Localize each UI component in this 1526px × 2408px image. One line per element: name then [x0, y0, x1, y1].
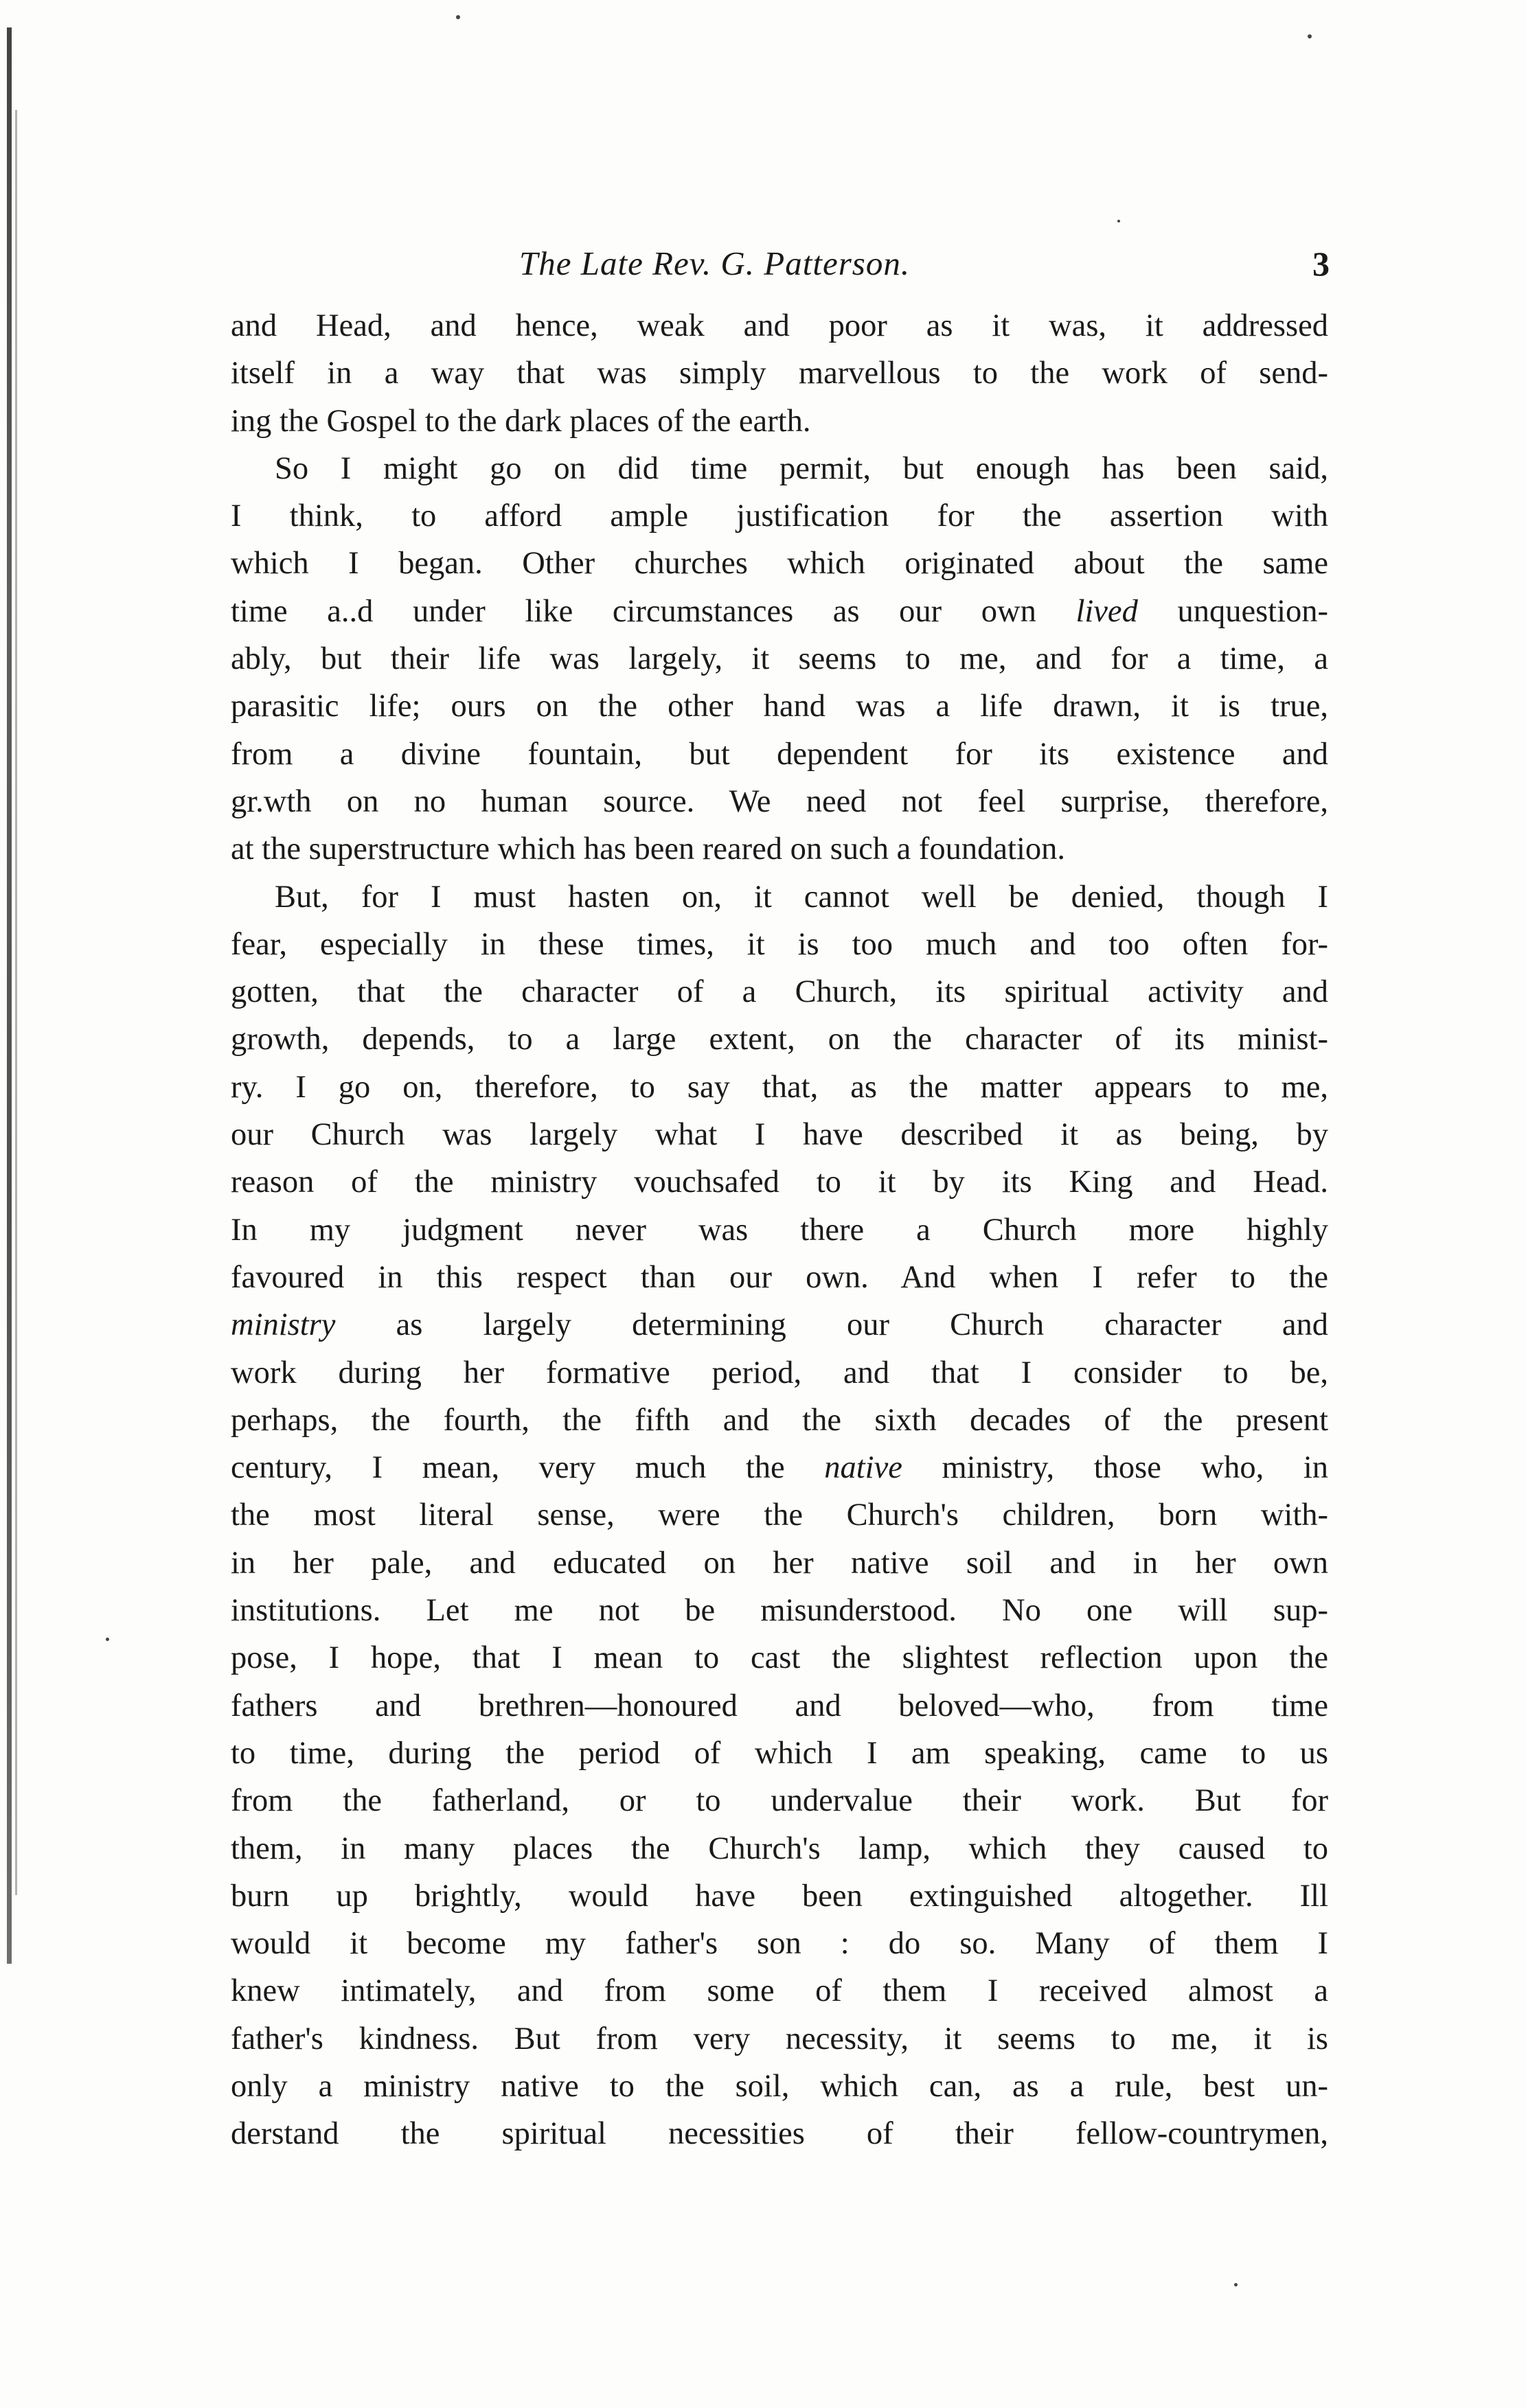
text-line: burn up brightly, would have been extinguished altogether. Ill — [231, 1878, 1328, 1914]
body-text — [231, 302, 1328, 2158]
text-line: gr.wth on no human source. We need not feel surprise, therefore, — [231, 783, 1328, 819]
text-line: century, I mean, very much the native ministry, those who, in — [231, 1450, 1328, 1486]
text-line: institutions. Let me not be misunderstood. No one will sup- — [231, 1593, 1328, 1629]
text-line: in her pale, and educated on her native soil and in her own — [231, 1545, 1328, 1581]
text-line: favoured in this respect than our own. And when I refer to the — [231, 1259, 1328, 1295]
page-header — [231, 244, 1330, 292]
italic-word: lived — [1075, 593, 1138, 629]
text-line: In my judgment never was there a Church more highly — [231, 1212, 1328, 1248]
text-line: at the superstructure which has been reared on such a foundation. — [231, 832, 1066, 867]
text-line: growth, depends, to a large extent, on the character of its minist- — [231, 1022, 1328, 1057]
text-line: gotten, that the character of a Church, its spiritual activity and — [231, 974, 1328, 1010]
binding-edge-line — [15, 110, 17, 1895]
text-line: our Church was largely what I have described it as being, by — [231, 1117, 1328, 1153]
text-line: parasitic life; ours on the other hand was a life drawn, it is true, — [231, 689, 1328, 724]
text-line: father's kindness. But from very necessity, it seems to me, it is — [231, 2021, 1328, 2056]
scan-speck — [1117, 220, 1120, 222]
scan-speck — [456, 15, 460, 19]
text-line: would it become my father's son : do so. Many of them I — [231, 1926, 1328, 1962]
text-line: work during her formative period, and that I consider to be, — [231, 1355, 1328, 1390]
text-line: fathers and brethren—honoured and beloved—who, from time — [231, 1688, 1328, 1723]
text-line: derstand the spiritual necessities of their fellow-countrymen, — [231, 2116, 1328, 2152]
scan-speck — [1234, 2283, 1238, 2286]
text-line: ably, but their life was largely, it seems to me, and for a time, a — [231, 641, 1328, 677]
text-line: ministry as largely determining our Church character and — [231, 1307, 1328, 1343]
text-line: time a..d under like circumstances as our own lived unquestion- — [231, 593, 1328, 629]
text-line: I think, to afford ample justification for the assertion with — [231, 498, 1328, 534]
scan-speck — [106, 1638, 109, 1641]
text-line: and Head, and hence, weak and poor as it was, it addressed — [231, 308, 1328, 343]
text-line: fear, especially in these times, it is too much and too often for- — [231, 926, 1328, 962]
binding-edge-shadow — [7, 27, 12, 1964]
scan-speck — [1308, 34, 1312, 38]
italic-word: native — [824, 1450, 902, 1486]
text-line: to time, during the period of which I am speaking, came to us — [231, 1735, 1328, 1771]
text-line: ry. I go on, therefore, to say that, as the matter appears to me, — [231, 1069, 1328, 1105]
text-line: pose, I hope, that I mean to cast the slightest reflection upon the — [231, 1640, 1328, 1676]
text-line: But, for I must hasten on, it cannot well be denied, though I — [275, 879, 1328, 915]
text-line: them, in many places the Church's lamp, which they caused to — [231, 1831, 1328, 1866]
text-line: reason of the ministry vouchsafed to it by its King and Head. — [231, 1165, 1328, 1200]
page-number: 3 — [1312, 244, 1330, 283]
text-line: itself in a way that was simply marvellous to the work of send- — [231, 356, 1328, 391]
text-line: So I might go on did time permit, but enough has been said, — [275, 450, 1328, 486]
text-line: which I began. Other churches which originated about the same — [231, 546, 1328, 582]
text-line: from a divine fountain, but dependent for its existence and — [231, 736, 1328, 772]
text-line: ing the Gospel to the dark places of the earth. — [231, 403, 811, 439]
text-line: only a ministry native to the soil, which can, as a rule, best un- — [231, 2068, 1328, 2104]
text-line: perhaps, the fourth, the fifth and the sixth decades of the present — [231, 1402, 1328, 1438]
text-line: from the fatherland, or to undervalue their work. But for — [231, 1783, 1328, 1819]
text-line: the most literal sense, were the Church's children, born with- — [231, 1498, 1328, 1533]
italic-word: ministry — [231, 1307, 336, 1343]
running-title: The Late Rev. G. Patterson. — [519, 244, 911, 282]
text-line: knew intimately, and from some of them I received almost a — [231, 1973, 1328, 2009]
